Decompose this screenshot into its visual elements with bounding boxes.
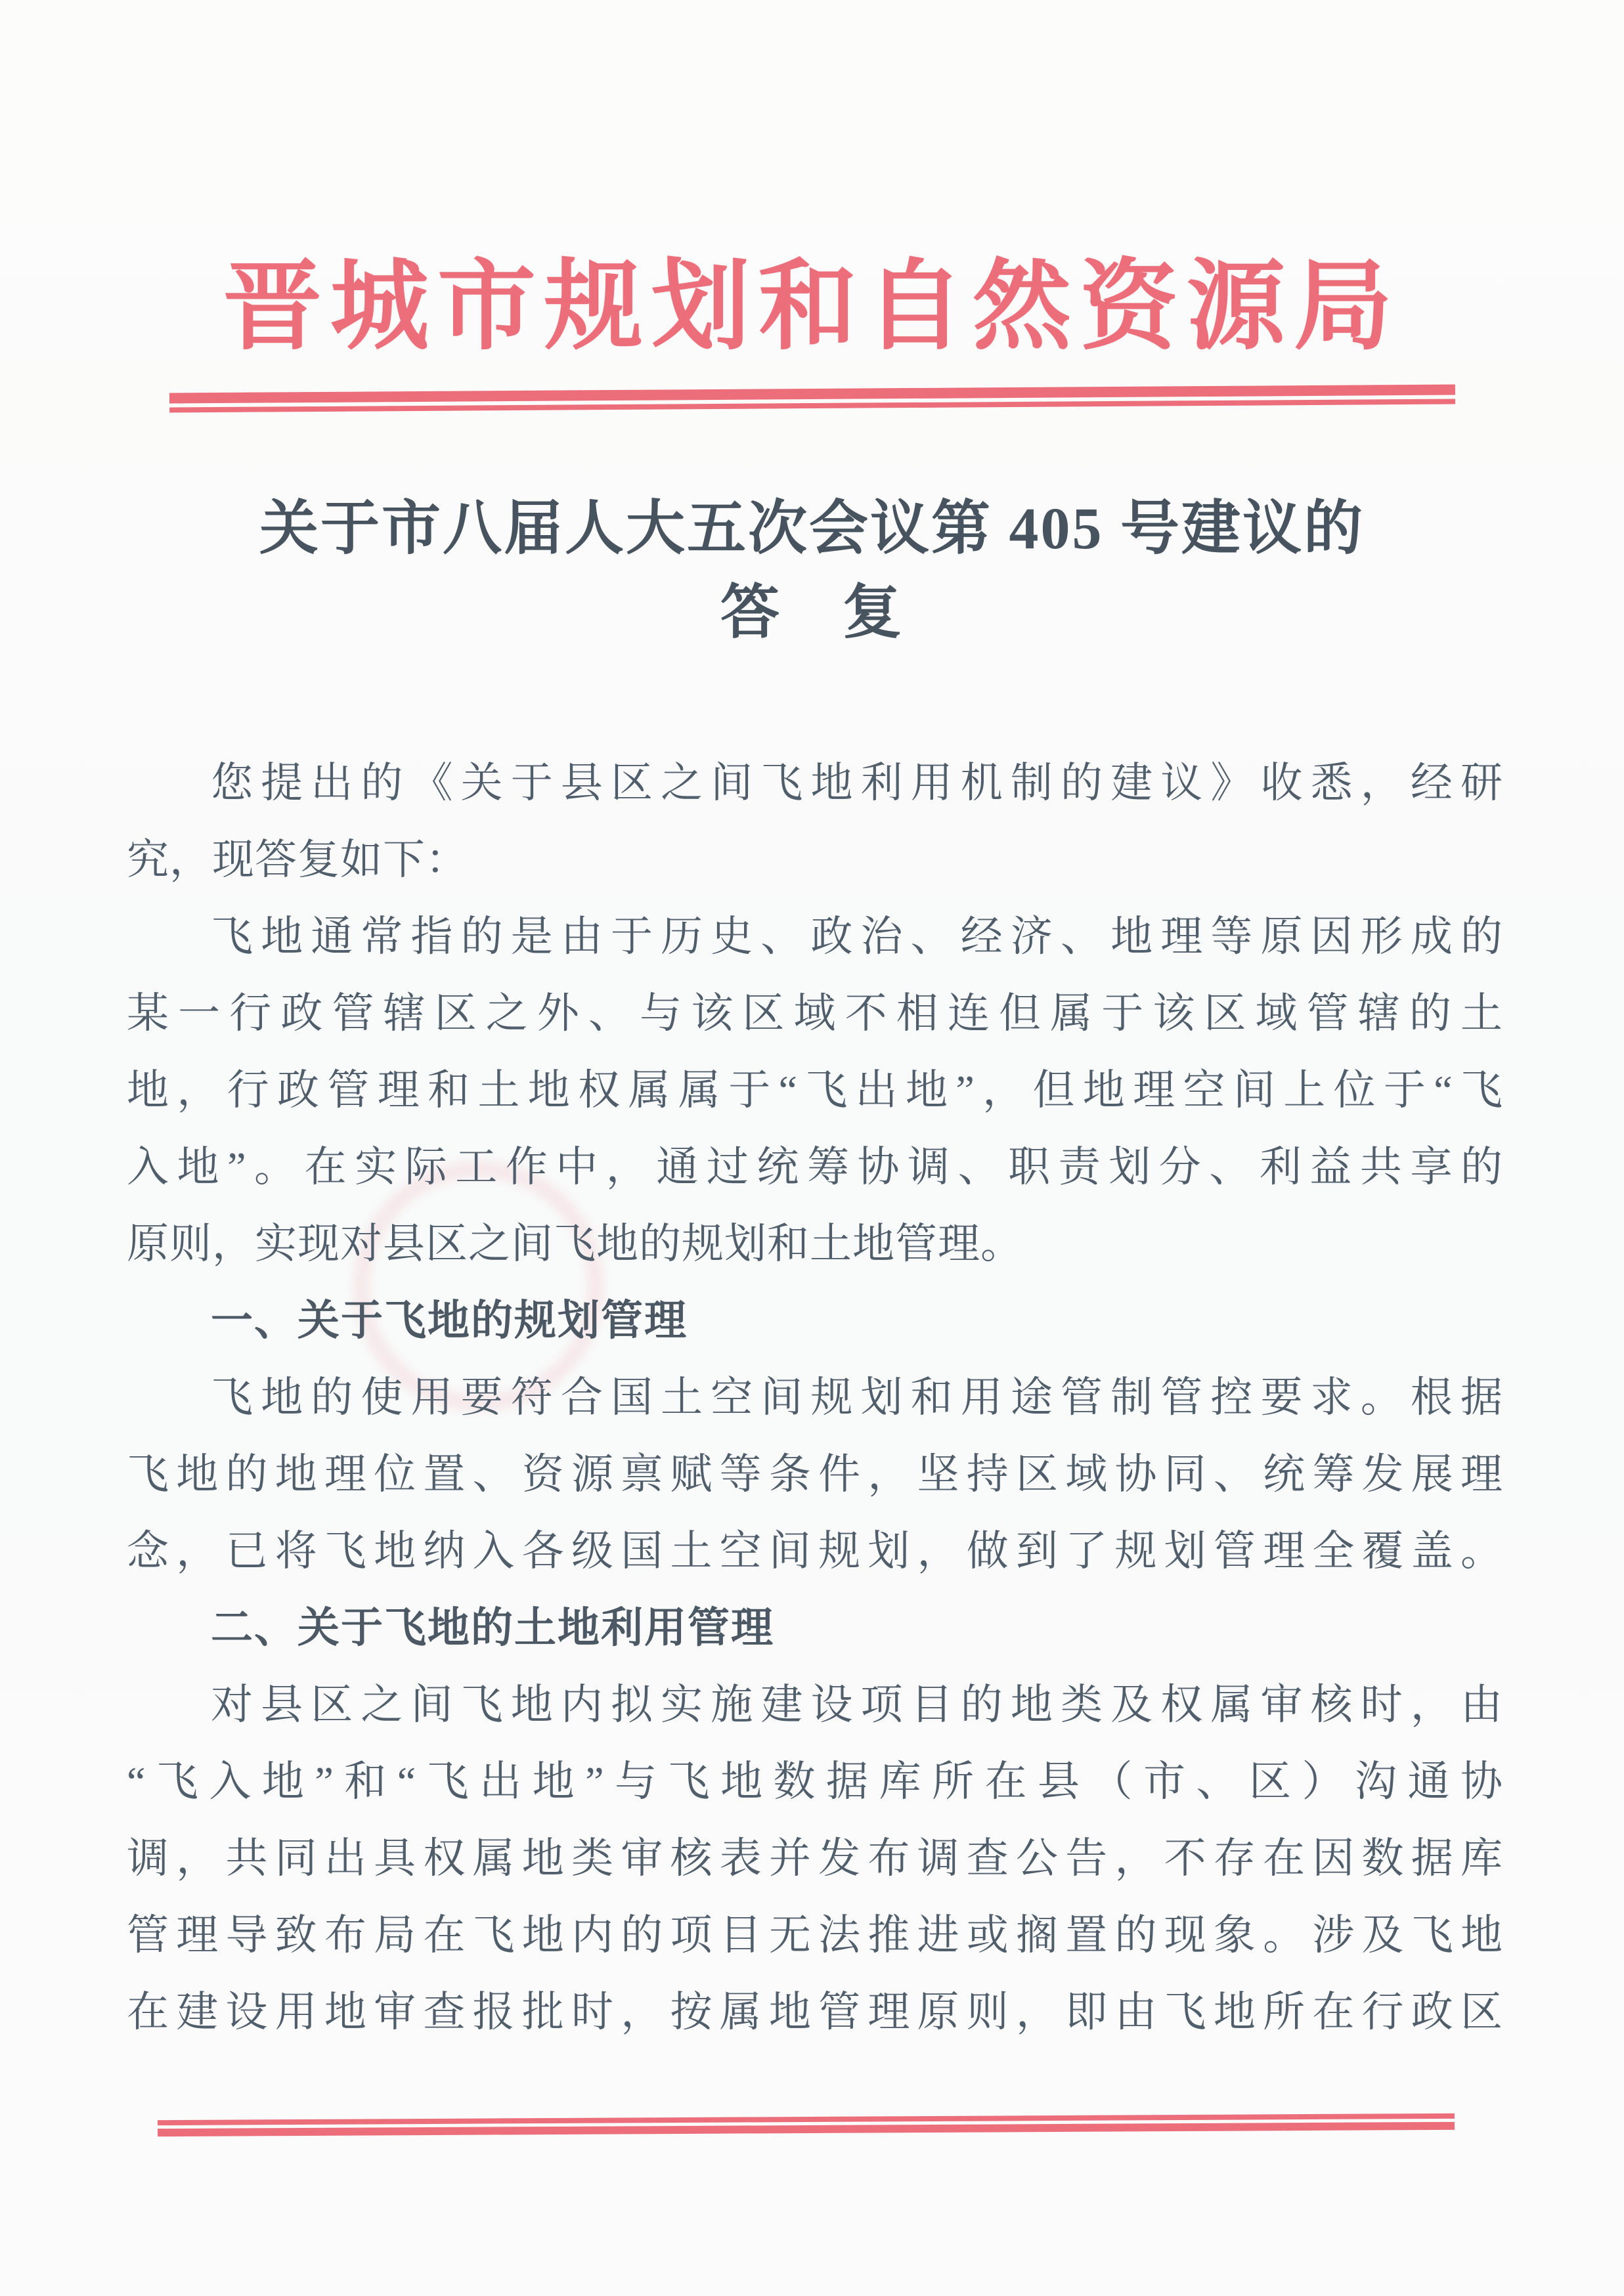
body-line: 管理导致布局在飞地内的项目无法推进或搁置的现象。涉及飞地	[127, 1912, 1503, 1959]
body-line: 调，共同出具权属地类审核表并发布调查公告，不存在因数据库	[127, 1835, 1503, 1882]
letterhead-agency-name: 晋城市规划和自然资源局	[223, 253, 1401, 362]
document-title-line-2: 答 复	[720, 580, 904, 645]
body-line: 念，已将飞地纳入各级国土空间规划，做到了规划管理全覆盖。	[127, 1528, 1503, 1574]
body-line: 飞地的使用要符合国土空间规划和用途管制管控要求。根据	[211, 1374, 1503, 1421]
body-line: 您提出的《关于县区之间飞地利用机制的建议》收悉，经研	[211, 760, 1503, 806]
document-title	[0, 487, 1624, 655]
body-line: 原则，实现对县区之间飞地的规划和土地管理。	[127, 1221, 1023, 1267]
body-line: 地，行政管理和土地权属属于“飞出地”，但地理空间上位于“飞	[127, 1067, 1503, 1114]
footer-double-rule	[158, 2113, 1455, 2136]
document-title-line-1: 关于市八届人大五次会议第 405 号建议的	[259, 496, 1365, 561]
section-heading: 二、关于飞地的土地利用管理	[211, 1604, 774, 1651]
document-body	[127, 745, 1503, 2050]
body-line: 飞地通常指的是由于历史、政治、经济、地理等原因形成的	[211, 913, 1503, 960]
body-line: 飞地的地理位置、资源禀赋等条件，坚持区域协同、统筹发展理	[127, 1451, 1503, 1498]
letterhead-double-rule	[169, 385, 1455, 413]
section-heading: 一、关于飞地的规划管理	[211, 1297, 688, 1344]
body-line: 某一行政管辖区之外、与该区域不相连但属于该区域管辖的土	[127, 990, 1503, 1037]
body-line: 对县区之间飞地内拟实施建设项目的地类及权属审核时，由	[211, 1681, 1503, 1728]
body-line: 入地”。在实际工作中，通过统筹协调、职责划分、利益共享的	[127, 1144, 1503, 1190]
body-line: 在建设用地审查报批时，按属地管理原则，即由飞地所在行政区	[127, 1989, 1503, 2035]
body-line: “飞入地”和“飞出地”与飞地数据库所在县（市、区）沟通协	[127, 1758, 1503, 1805]
body-line: 究，现答复如下：	[127, 836, 468, 883]
